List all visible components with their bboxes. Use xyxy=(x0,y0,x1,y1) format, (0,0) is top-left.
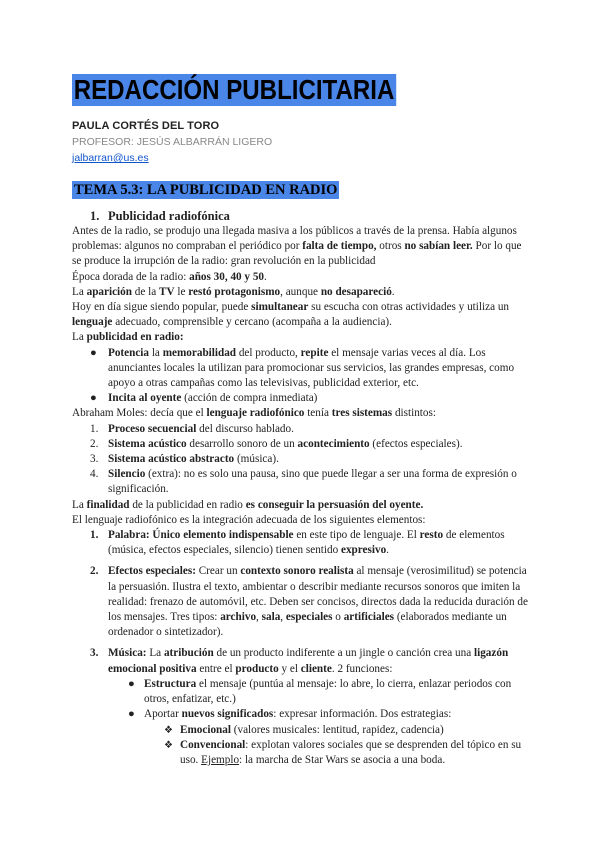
paragraph-tv: La aparición de la TV le restó protagonismo, aunque no desapareció. xyxy=(72,285,395,298)
paragraph-moles: Abraham Moles: decía que el lenguaje radiofónico tenía tres sistemas distintos: xyxy=(72,407,436,420)
list-item: ❖ Convencional: explotan valores sociales que se desprenden del tópico en su uso. Ejemplo: la marcha de Star Wars se asocia a una boda. xyxy=(164,738,522,766)
paragraph-elementos: El lenguaje radiofónico es la integración adecuada de los siguientes elementos: xyxy=(72,513,426,526)
professor-name: PROFESOR: JESÚS ALBARRÁN LIGERO xyxy=(72,136,273,148)
list-item: ● Incita al oyente (acción de compra inmediata) xyxy=(72,391,532,406)
diamond-bullet-icon: ❖ xyxy=(164,739,173,751)
heading-publicidad-radiofonica xyxy=(90,208,532,224)
list-item: ❖ Emocional (valores musicales: lentitud, rapidez, cadencia) xyxy=(72,723,532,738)
diamond-bullet-icon: ❖ xyxy=(164,724,173,736)
bullet-icon: ● xyxy=(90,346,97,359)
document-body xyxy=(72,208,532,768)
paragraph-intro: Antes de la radio, se produjo una llegada masiva a los públicos a través de la prensa. Había algunos problemas: algunos no compraban el periódico por falta de tiempo, otros no sabían leer. Por lo que se produce la irrupción de la radio: gran revolución en la publicidad xyxy=(72,225,522,268)
list-item: 4. Silencio (extra): no es solo una pausa, sino que puede llegar a ser una forma de expresión o significación. xyxy=(90,468,517,496)
list-item: ● Potencia la memorabilidad del producto, repite el mensaje varias veces al día. Los anunciantes locales la utilizan para promocionar sus servicios, las grandes empresas, como apoyo a otras campañas como las televisivas, publicidad exterior, etc. xyxy=(90,346,515,390)
list-item: 1. Palabra: Único elemento indispensable en este tipo de lenguaje. El resto de elementos (música, efectos especiales, silencio) tienen sentido expresivo. xyxy=(90,529,505,557)
list-item: ● Estructura el mensaje (puntúa al mensaje: lo abre, lo cierra, enlazar periodos con otros, enfatizar, etc.) xyxy=(128,677,512,706)
list-item: 3. Sistema acústico abstracto (música). xyxy=(90,453,279,466)
paragraph-publicidad-radio: La publicidad en radio: xyxy=(72,331,184,344)
heading-text: Publicidad radiofónica xyxy=(108,209,230,223)
paragraph-hoy: Hoy en día sigue siendo popular, puede simultanear su escucha con otras actividades y utiliza un lenguaje adecuado, comprensible y cercano (acompaña a la audiencia). xyxy=(72,301,510,329)
bullet-icon: ● xyxy=(90,392,97,405)
section-title: TEMA 5.3: LA PUBLICIDAD EN RADIO xyxy=(74,182,338,198)
paragraph-finalidad: La finalidad de la publicidad en radio es conseguir la persuasión del oyente. xyxy=(72,498,424,511)
list-item: 2. Sistema acústico desarrollo sonoro de un acontecimiento (efectos especiales). xyxy=(90,437,463,450)
professor-email-link[interactable]: jalbarran@us.es xyxy=(72,152,149,164)
list-item: 3. Música: La atribución de un producto indiferente a un jingle o canción crea una ligazón emocional positiva entre el producto y el cliente. 2 funciones: xyxy=(90,647,509,675)
bullet-icon: ● xyxy=(128,677,135,690)
list-item: 1. Proceso secuencial del discurso hablado. xyxy=(90,422,294,435)
paragraph-epoca-dorada: Época dorada de la radio: años 30, 40 y 50. xyxy=(72,270,267,283)
bullet-icon: ● xyxy=(128,708,135,721)
author-name: PAULA CORTÉS DEL TORO xyxy=(72,120,220,132)
heading-number: 1. xyxy=(90,209,100,223)
list-item: 2. Efectos especiales: Crear un contexto sonoro realista al mensaje (verosimilitud) se potencia la persuasión. Ilustra el texto, ambientar o describir mediante recursos sonoros que imiten la realidad: frenazo de automóvil, etc. Deben ser concisos, directos dada la reducida duración de los mensajes. Tres tipos: archivo, sala, especiales o artificiales (elaborados mediante un ordenador o sintetizador). xyxy=(90,565,528,639)
page-title: REDACCIÓN PUBLICITARIA xyxy=(73,74,395,105)
list-item: ● Aportar nuevos significados: expresar información. Dos estrategias: xyxy=(72,707,532,722)
